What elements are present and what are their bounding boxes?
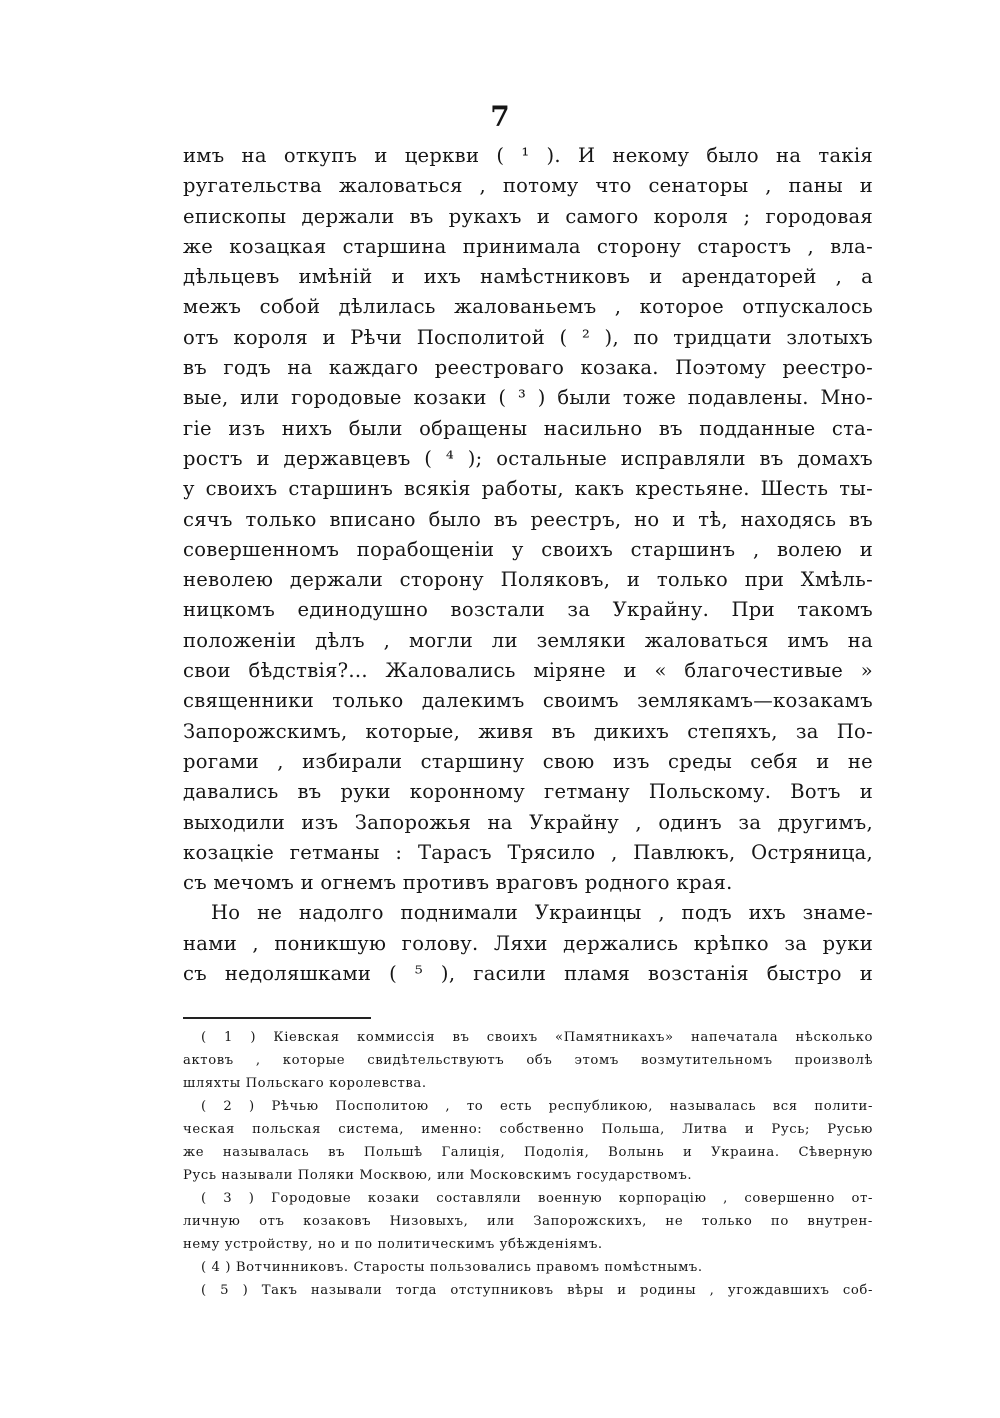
footnote-line: ( 4 ) Вотчинниковъ. Старосты пользовались правомъ помѣстнымъ. xyxy=(201,1260,703,1275)
footnote-line: ( 5 ) Такъ называли тогда отступниковъ вѣры и родины , угождавшихъ соб- xyxy=(201,1283,873,1298)
footnote-1 xyxy=(183,1026,873,1095)
footnote-line: шляхты Польскаго королевства. xyxy=(183,1076,427,1091)
text-line: сячъ только вписано было въ реестръ, но и тѣ, находясь въ xyxy=(183,507,873,531)
text-line: давались въ руки коронному гетману Польскому. Вотъ и xyxy=(183,780,873,804)
paragraph-2 xyxy=(183,898,873,989)
text-line: священники только далекимъ своимъ землякамъ—козакамъ xyxy=(183,689,873,713)
text-line: положеніи дѣлъ , могли ли земляки жаловаться имъ на xyxy=(183,628,873,652)
footnote-line: ( 3 ) Городовые козаки составляли военную корпорацію , совершенно от- xyxy=(201,1191,873,1206)
text-line: вые, или городовые козаки ( ³ ) были тоже подавлены. Мно- xyxy=(183,386,873,410)
footnote-line: же называлась въ Польшѣ Галиція, Подолія, Волынь и Украина. Сѣверную xyxy=(183,1145,873,1160)
paragraph-1 xyxy=(183,141,873,898)
text-line: рогами , избирали старшину свою изъ среды себя и не xyxy=(183,749,873,773)
text-line: имъ на откупъ и церкви ( ¹ ). И некому было на такія xyxy=(183,144,873,167)
text-line: козацкіе гетманы : Тарасъ Трясило , Павлюкъ, Остряница, xyxy=(183,840,873,864)
text-line: ростъ и державцевъ ( ⁴ ); остальные исправляли въ домахъ xyxy=(183,446,873,470)
footnote-line: Русь называли Поляки Москвою, или Московскимъ государствомъ. xyxy=(183,1168,693,1183)
text-line: Запорожскимъ, которые, живя въ дикихъ степяхъ, за По- xyxy=(183,719,873,743)
text-line: межъ собой дѣлилась жалованьемъ , которое отпускалось xyxy=(183,295,873,319)
main-text xyxy=(183,141,873,989)
page-number: 7 xyxy=(490,100,510,133)
footnote-5 xyxy=(183,1279,873,1302)
text-line: ругательства жаловаться , потому что сенаторы , паны и xyxy=(183,174,873,198)
footnote-line: ( 1 ) Кіевская коммиссія въ своихъ «Памятникахъ» напечатала нѣсколько xyxy=(201,1030,873,1045)
text-line: ницкомъ единодушно возстали за Украйну. При такомъ xyxy=(183,598,873,622)
text-line: Но не надолго поднимали Украинцы , подъ ихъ знаме- xyxy=(211,901,873,925)
text-line: совершенномъ порабощеніи у своихъ старшинъ , волею и xyxy=(183,537,873,561)
footnote-4 xyxy=(183,1256,873,1279)
text-line: же козацкая старшина принимала сторону старостъ , вла- xyxy=(183,234,873,258)
footnote-line: личную отъ козаковъ Низовыхъ, или Запорожскихъ, не только по внутрен- xyxy=(183,1214,873,1229)
footnote-line: нему устройству, но и по политическимъ убѣжденіямъ. xyxy=(183,1237,603,1252)
text-line: нами , поникшую голову. Ляхи держались крѣпко за руки xyxy=(183,931,873,955)
footnotes xyxy=(183,1026,873,1302)
text-line: свои бѣдствія?... Жаловались міряне и « благочестивые » xyxy=(183,659,873,683)
text-line: съ недоляшками ( ⁵ ), гасили пламя возстанія быстро и xyxy=(183,962,873,986)
text-line: дѣльцевъ имѣній и ихъ намѣстниковъ и арендаторей , а xyxy=(183,265,873,289)
footnote-2 xyxy=(183,1095,873,1187)
text-line: отъ короля и Рѣчи Посполитой ( ² ), по тридцати злотыхъ xyxy=(183,325,873,349)
footnote-3 xyxy=(183,1187,873,1256)
footnote-line: актовъ , которые свидѣтельствуютъ объ этомъ возмутительномъ произволѣ xyxy=(183,1053,873,1068)
text-line: гіе изъ нихъ были обращены насильно въ подданные ста- xyxy=(183,416,873,440)
text-line: епископы держали въ рукахъ и самого короля ; городовая xyxy=(183,204,873,228)
footnote-divider xyxy=(183,1017,371,1019)
text-line: съ мечомъ и огнемъ противъ враговъ родного края. xyxy=(183,871,733,895)
text-line: у своихъ старшинъ всякія работы, какъ крестьяне. Шесть ты- xyxy=(183,477,873,501)
footnote-line: ческая польская система, именно: собственно Польша, Литва и Русь; Русью xyxy=(183,1122,873,1137)
text-line: выходили изъ Запорожья на Украйну , одинъ за другимъ, xyxy=(183,810,873,834)
footnote-line: ( 2 ) Рѣчью Посполитою , то есть республикою, называлась вся полити- xyxy=(201,1099,873,1114)
text-line: неволею держали сторону Поляковъ, и только при Хмѣль- xyxy=(183,568,873,592)
text-line: въ годъ на каждаго реестроваго козака. Поэтому реестро- xyxy=(183,356,873,380)
